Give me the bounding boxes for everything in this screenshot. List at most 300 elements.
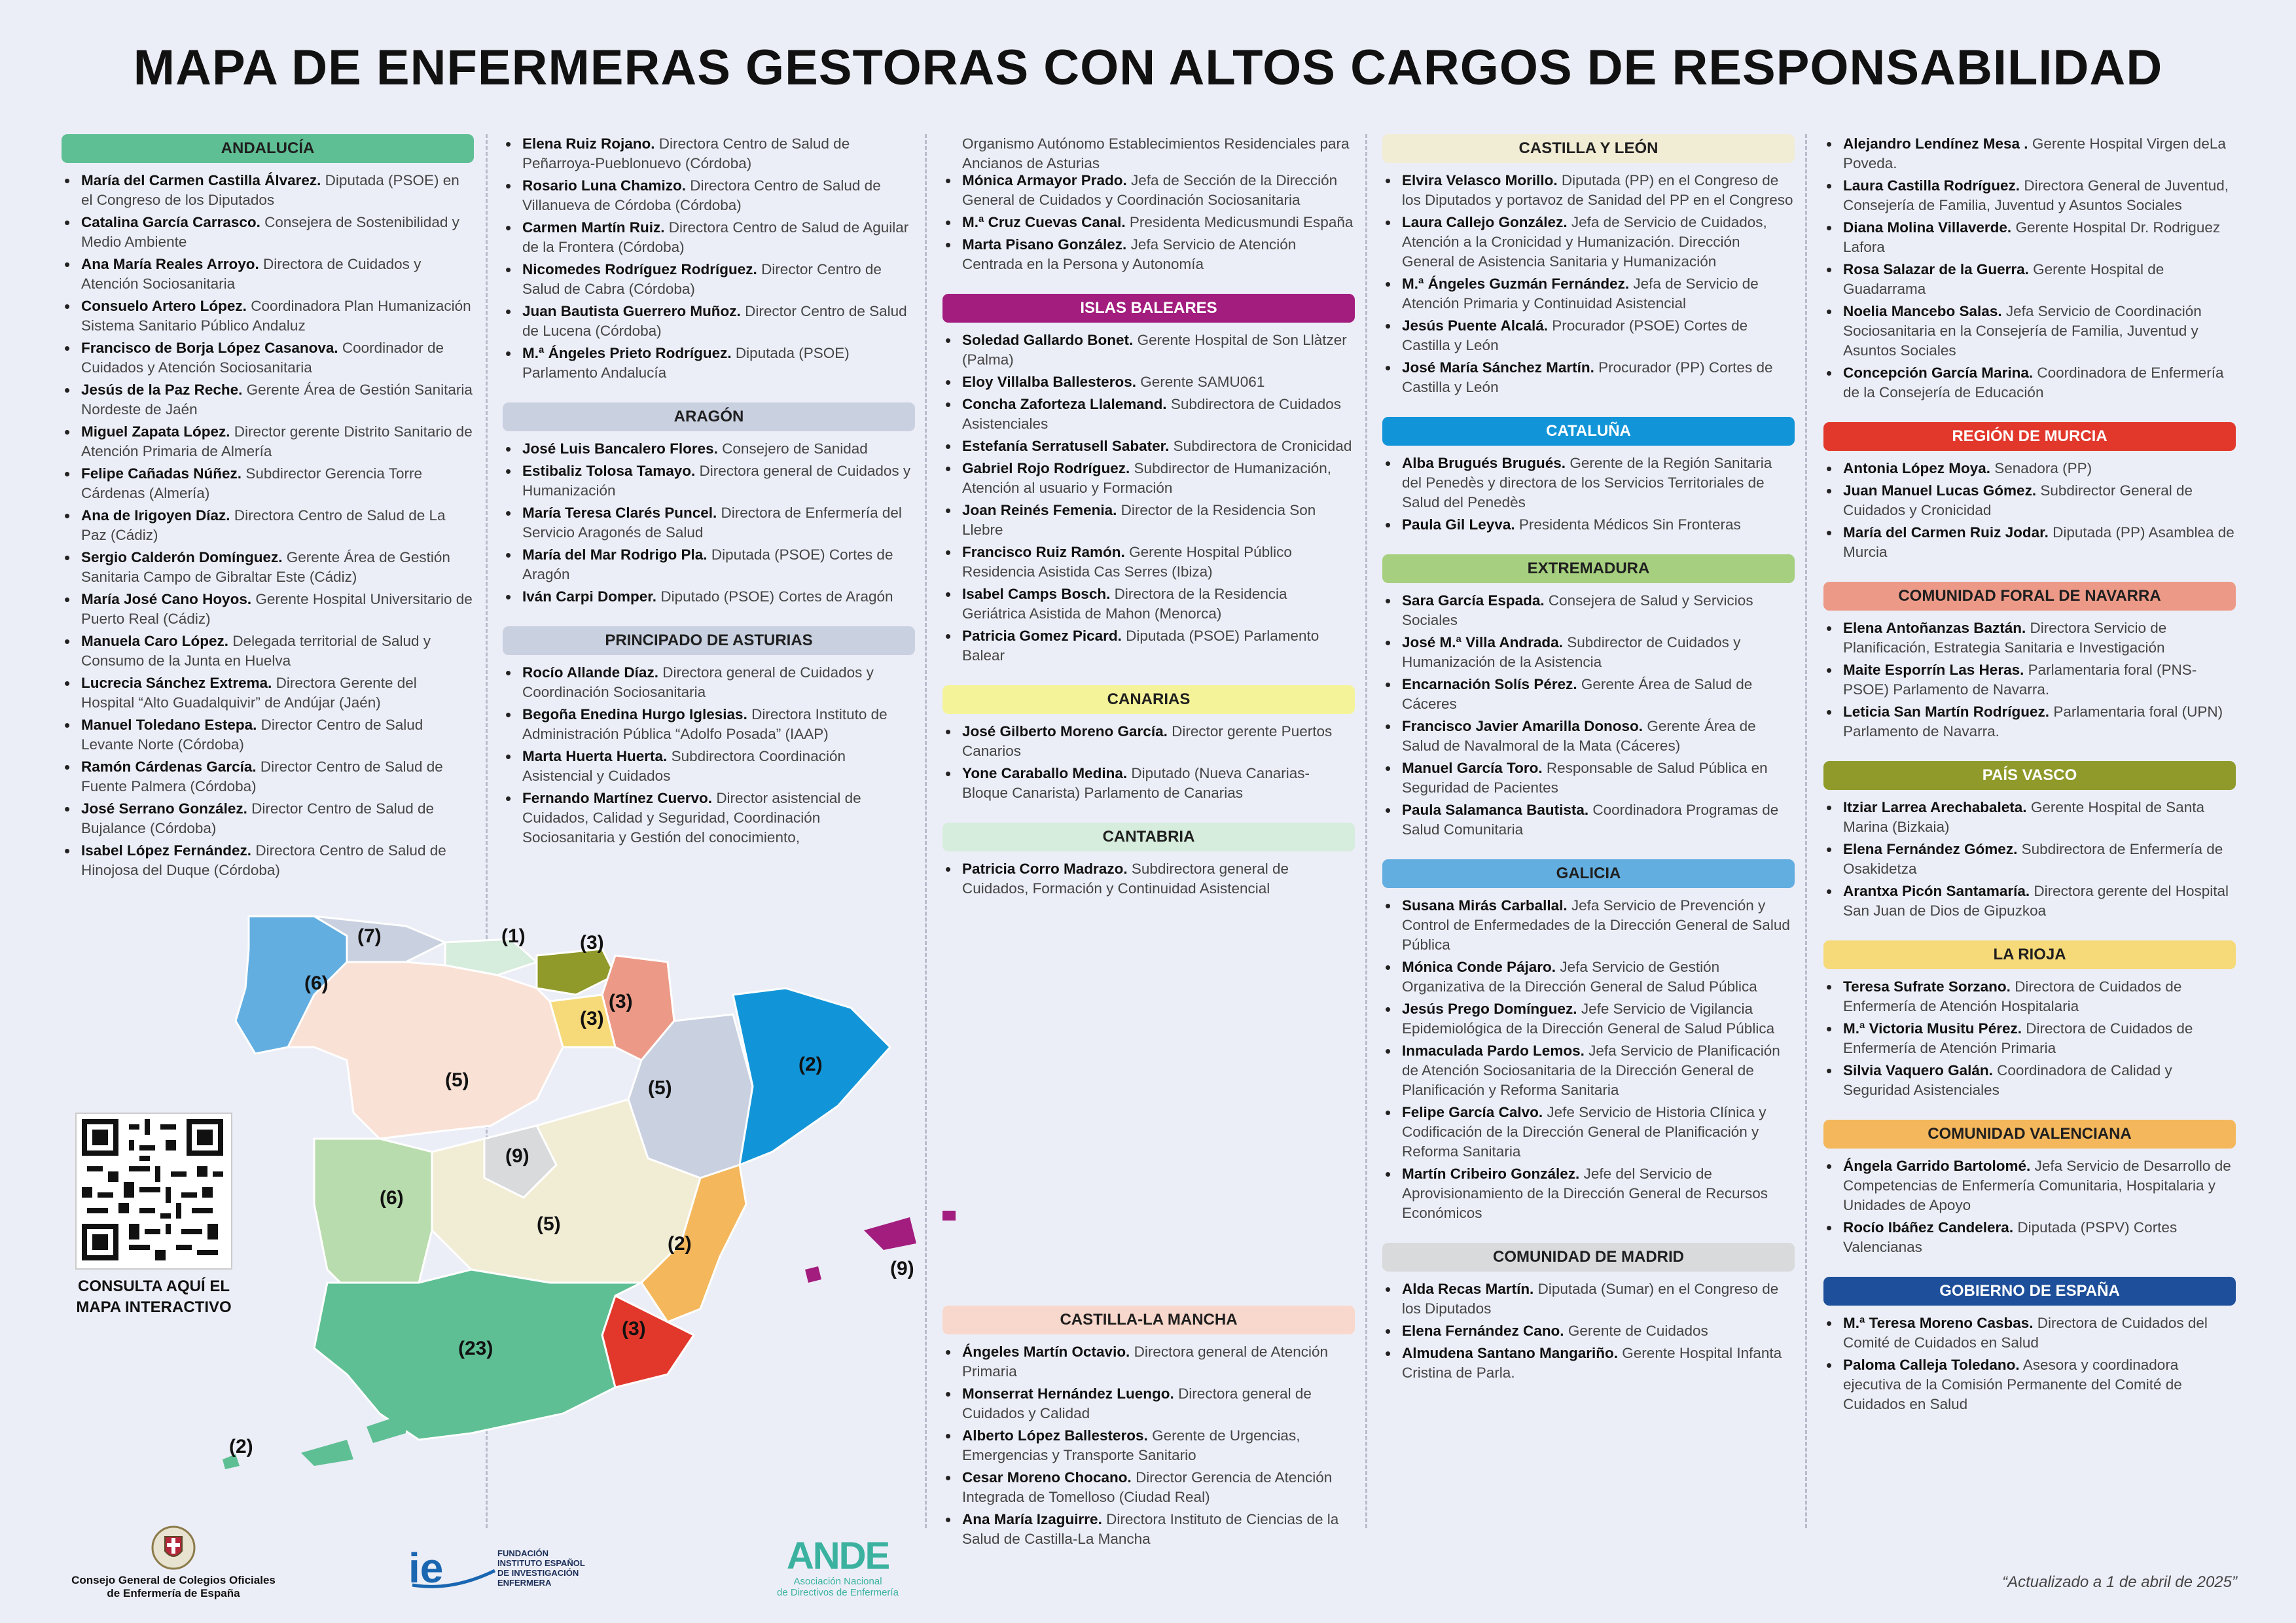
list-item — [62, 673, 474, 713]
person-name: Itziar Larrea Arechabaleta. — [1843, 799, 2027, 815]
person-name: Estefanía Serratusell Sabater. — [962, 438, 1170, 454]
list-item — [1823, 702, 2236, 741]
list-item — [62, 464, 474, 503]
person-name: José M.ª Villa Andrada. — [1402, 634, 1563, 651]
list-item — [1382, 274, 1795, 313]
person-role: Diputado (Nueva Canarias-Bloque Canarista) Parlamento de Canarias — [962, 765, 1310, 801]
list-item — [1823, 134, 2236, 173]
list-item — [1823, 218, 2236, 257]
person-name: Concepción García Marina. — [1843, 365, 2034, 381]
person-role: Directora Centro de Salud de Aguilar de la Frontera (Córdoba) — [522, 219, 909, 255]
map-count-rioja: (3) — [580, 1008, 604, 1029]
ande-text-2: de Directivos de Enfermería — [777, 1587, 899, 1598]
person-role: Directora Centro de Salud de Peñarroya-Pueblonuevo (Córdoba) — [522, 135, 850, 171]
region-header-valenciana: COMUNIDAD VALENCIANA — [1823, 1120, 2236, 1149]
people-list-gobierno — [1823, 1313, 2236, 1414]
list-item — [503, 587, 915, 607]
person-role: Gerente Área de Salud de Navalmoral de la Mata (Cáceres) — [1402, 718, 1756, 754]
list-item — [503, 134, 915, 173]
person-role: Directora de Cuidados de Enfermería de Atención Hospitalaria — [1843, 978, 2182, 1014]
person-name: Maite Esporrín Las Heras. — [1843, 662, 2024, 678]
region-header-cantabria: CANTABRIA — [942, 823, 1355, 851]
list-item — [1382, 758, 1795, 798]
person-role: Gerente Área de Salud de Cáceres — [1402, 676, 1753, 712]
people-list-baleares — [942, 330, 1355, 666]
person-name: Elena Antoñanzas Baztán. — [1843, 620, 2026, 636]
person-name: Alejandro Lendínez Mesa . — [1843, 135, 2028, 152]
person-name: Isabel López Fernández. — [81, 842, 252, 859]
person-role: Director Centro de Salud de Lucena (Córdoba) — [522, 303, 907, 339]
ande-logo — [772, 1537, 903, 1598]
update-footnote: “Actualizado a 1 de abril de 2025” — [2002, 1573, 2237, 1591]
region-header-canarias: CANARIAS — [942, 685, 1355, 714]
person-role: Directora de Enfermería del Servicio Aragonés de Salud — [522, 505, 902, 541]
person-role: Procurador (PSOE) Cortes de Castilla y León — [1402, 317, 1748, 353]
person-name: Ana María Izaguirre. — [962, 1511, 1102, 1527]
person-role: Gerente Hospital Dr. Rodriguez Lafora — [1843, 219, 2221, 255]
list-item — [942, 1510, 1355, 1549]
person-role: Directora Centro de Salud de Villanueva de Córdoba (Córdoba) — [522, 177, 881, 213]
list-item — [503, 218, 915, 257]
person-name: Noelia Mancebo Salas. — [1843, 303, 2002, 319]
person-name: M.ª Ángeles Prieto Rodríguez. — [522, 345, 732, 361]
ie-logo-icon — [406, 1544, 497, 1590]
people-list-murcia — [1823, 459, 2236, 562]
person-role: Delegada territorial de Salud y Consumo de la Junta en Huelva — [81, 633, 431, 669]
person-role: Directora de la Residencia Geriátrica Asistida de Mahon (Menorca) — [962, 586, 1287, 622]
person-role: Director gerente Puertos Canarios — [962, 723, 1333, 759]
list-item — [1382, 675, 1795, 714]
list-item — [62, 590, 474, 629]
list-item — [62, 841, 474, 880]
person-name: Begoña Enedina Hurgo Iglesias. — [522, 706, 747, 722]
person-name: Catalina García Carrasco. — [81, 214, 260, 230]
list-item — [942, 584, 1355, 624]
list-item — [503, 176, 915, 215]
person-name: Ana de Irigoyen Díaz. — [81, 507, 230, 524]
person-role: Directora Servicio de Planificación, Estrategia Sanitaria e Investigación — [1843, 620, 2167, 656]
list-item — [62, 506, 474, 545]
person-role: Directora general de Cuidados y Humanización — [522, 463, 911, 499]
list-item — [942, 859, 1355, 899]
person-role: Subdirectora de Cronicidad — [1173, 438, 1352, 454]
person-role: Asesora y coordinadora ejecutiva de la Comisión Permanente del Comité de Cuidados en Salud — [1843, 1357, 2182, 1412]
person-name: Monserrat Hernández Luengo. — [962, 1385, 1174, 1402]
list-item — [1382, 1103, 1795, 1162]
person-role: Directora de Cuidados de Enfermería de Atención Primaria — [1843, 1020, 2193, 1056]
person-role: Gerente Hospital Universitario de Puerto Real (Cádiz) — [81, 591, 473, 627]
list-item — [62, 380, 474, 419]
person-name: Mónica Armayor Prado. — [962, 172, 1127, 188]
person-name: Diana Molina Villaverde. — [1843, 219, 2012, 236]
person-role: Director gerente Distrito Sanitario de Atención Primaria de Almería — [81, 423, 473, 459]
person-role: Director de la Residencia Son Llebre — [962, 502, 1316, 538]
person-role: Diputada (PP) Asamblea de Murcia — [1843, 524, 2234, 560]
person-role: Directora Instituto de Ciencias de la Salud de Castilla-La Mancha — [962, 1511, 1339, 1547]
people-list-pais-vasco — [1823, 798, 2236, 921]
region-header-asturias: PRINCIPADO DE ASTURIAS — [503, 626, 915, 655]
person-role: Gerente Hospital Infanta Cristina de Parla. — [1402, 1345, 1782, 1381]
people-list-cataluna — [1382, 454, 1795, 535]
person-role: Diputado (PSOE) Cortes de Aragón — [660, 588, 893, 605]
person-name: Ángela Garrido Bartolomé. — [1843, 1158, 2031, 1174]
person-name: Encarnación Solís Pérez. — [1402, 676, 1577, 692]
list-item — [942, 235, 1355, 274]
list-item — [1823, 1019, 2236, 1058]
list-item — [62, 632, 474, 671]
list-item — [1382, 213, 1795, 272]
person-name: Laura Callejo González. — [1402, 214, 1568, 230]
people-list-cantabria — [942, 859, 1355, 899]
person-name: Sara García Espada. — [1402, 592, 1545, 609]
list-item — [1823, 176, 2236, 215]
qr-code-icon[interactable] — [75, 1113, 232, 1270]
person-name: Alda Recas Martín. — [1402, 1281, 1534, 1297]
person-role: Director Centro de Salud de Fuente Palmera (Córdoba) — [81, 758, 443, 794]
person-role: Gerente Hospital Público Residencia Asistida Cas Serres (Ibiza) — [962, 544, 1292, 580]
list-item — [1823, 260, 2236, 299]
person-role: Directora general de Cuidados y Calidad — [962, 1385, 1312, 1421]
list-item — [1823, 363, 2236, 402]
person-name: Miguel Zapata López. — [81, 423, 230, 440]
region-header-aragon: ARAGÓN — [503, 402, 915, 431]
person-role: Jefa Servicio de Gestión Organizativa de la Dirección General de Salud Pública — [1402, 959, 1757, 995]
person-name: Rosa Salazar de la Guerra. — [1843, 261, 2029, 277]
person-role: Gerente Hospital de Santa Marina (Bizkaia) — [1843, 799, 2204, 835]
person-name: Manuela Caro López. — [81, 633, 229, 649]
person-role: Procurador (PP) Cortes de Castilla y León — [1402, 359, 1773, 395]
person-role: Director Gerencia de Atención Integrada de Tomelloso (Ciudad Real) — [962, 1469, 1333, 1505]
region-header-madrid: COMUNIDAD DE MADRID — [1382, 1243, 1795, 1272]
list-item — [942, 372, 1355, 392]
column-4 — [1382, 134, 1795, 1402]
people-list-madrid — [1382, 1279, 1795, 1383]
region-header-pais-vasco: PAÍS VASCO — [1823, 761, 2236, 790]
person-role: Coordinadora Programas de Salud Comunitaria — [1402, 802, 1779, 838]
person-role: Diputada (Sumar) en el Congreso de los Diputados — [1402, 1281, 1779, 1317]
person-role: Parlamentaria foral (UPN) Parlamento de Navarra. — [1843, 704, 2223, 740]
consejo-logo — [65, 1525, 281, 1600]
list-item — [1823, 302, 2236, 361]
person-role: Coordinadora de Enfermería de la Consejería de Educación — [1843, 365, 2224, 401]
list-item — [1382, 1041, 1795, 1100]
region-header-cyl: CASTILLA Y LEÓN — [1382, 134, 1795, 163]
list-item — [1823, 1061, 2236, 1100]
person-role: Subdirector Gerencia Torre Cárdenas (Almería) — [81, 465, 423, 501]
person-role: Director Centro de Salud de Cabra (Córdoba) — [522, 261, 882, 297]
list-item — [1823, 481, 2236, 520]
person-name: Eloy Villalba Ballesteros. — [962, 374, 1136, 390]
people-list-cyl — [1382, 171, 1795, 397]
list-item — [1382, 1321, 1795, 1341]
list-item — [942, 1426, 1355, 1465]
person-role: Directora de Cuidados del Comité de Cuidados en Salud — [1843, 1315, 2208, 1351]
list-item — [503, 344, 915, 383]
map-count-cataluna: (2) — [798, 1054, 823, 1075]
fundacion-text-3: DE INVESTIGACIÓN — [497, 1568, 579, 1578]
person-name: Carmen Martín Ruiz. — [522, 219, 665, 236]
person-role: Director Centro de Salud de Bujalance (Córdoba) — [81, 800, 435, 836]
person-role: Jefa de Servicio de Cuidados, Atención a la Cronicidad y Humanización. Dirección General de Asistencia Sanitaria y Humanización — [1402, 214, 1767, 270]
list-item — [1382, 454, 1795, 512]
person-role: Directora gerente del Hospital San Juan de Dios de Gipuzkoa — [1843, 883, 2229, 919]
person-name: Elvira Velasco Morillo. — [1402, 172, 1558, 188]
list-item — [1382, 515, 1795, 535]
person-name: Elena Fernández Gómez. — [1843, 841, 2018, 857]
column-3-bottom — [942, 1306, 1355, 1569]
person-name: Consuelo Artero López. — [81, 298, 247, 314]
person-name: Leticia San Martín Rodríguez. — [1843, 704, 2050, 720]
list-item — [942, 213, 1355, 232]
list-item — [1382, 1279, 1795, 1319]
list-item — [1823, 459, 2236, 478]
person-name: Patricia Corro Madrazo. — [962, 861, 1128, 877]
column-3 — [942, 134, 1355, 918]
person-name: Elena Ruiz Rojano. — [522, 135, 655, 152]
list-item — [1382, 1344, 1795, 1383]
person-role: Gerente Hospital de Guadarrama — [1843, 261, 2164, 297]
person-name: Ángeles Martín Octavio. — [962, 1344, 1130, 1360]
column-divider — [1805, 134, 1807, 1528]
list-item — [1823, 1313, 2236, 1353]
map-region-extremadura — [314, 1139, 432, 1296]
people-list-extremadura — [1382, 591, 1795, 840]
person-name: María del Mar Rodrigo Pla. — [522, 546, 708, 563]
person-name: M.ª Teresa Moreno Casbas. — [1843, 1315, 2034, 1331]
person-role: Directora General de Juventud, Consejería de Familia, Juventud y Asuntos Sociales — [1843, 177, 2229, 213]
fundacion-text-1: FUNDACIÓN — [497, 1548, 548, 1558]
person-name: Antonia López Moya. — [1843, 460, 1990, 476]
person-name: Jesús Prego Domínguez. — [1402, 1001, 1577, 1017]
person-role: Subdirectora de Enfermería de Osakidetza — [1843, 841, 2223, 877]
person-name: Soledad Gallardo Bonet. — [962, 332, 1134, 348]
fundacion-logo — [406, 1544, 615, 1590]
map-count-madrid: (9) — [505, 1145, 529, 1167]
list-item — [942, 1342, 1355, 1382]
map-region-baleares-ibiza — [805, 1266, 821, 1283]
person-role: Jefa Servicio de Prevención y Control de Enfermedades de la Dirección General de Salud Pública — [1402, 897, 1790, 953]
person-role: Jefa Servicio de Coordinación Sociosanitaria en la Consejería de Familia, Juventud y Asuntos Sociales — [1843, 303, 2202, 359]
list-item — [942, 1468, 1355, 1507]
list-item — [503, 747, 915, 786]
person-role: Directora general de Cuidados y Coordinación Sociosanitaria — [522, 664, 874, 700]
list-item — [62, 255, 474, 294]
person-role: Diputada (PSOE) Cortes de Aragón — [522, 546, 893, 582]
list-item — [1823, 618, 2236, 658]
people-list-canarias — [942, 722, 1355, 803]
person-role: Coordinadora Plan Humanización Sistema Sanitario Público Andaluz — [81, 298, 471, 334]
consejo-logo-text-2: de Enfermería de España — [107, 1587, 240, 1599]
list-item — [503, 503, 915, 543]
map-count-valenciana: (2) — [668, 1233, 692, 1255]
person-role: Presidenta Médicos Sin Fronteras — [1518, 516, 1741, 533]
list-item — [1823, 1355, 2236, 1414]
person-name: Sergio Calderón Domínguez. — [81, 549, 283, 565]
list-item — [62, 213, 474, 252]
person-name: Isabel Camps Bosch. — [962, 586, 1111, 602]
list-item — [942, 437, 1355, 456]
region-header-clm: CASTILLA-LA MANCHA — [942, 1306, 1355, 1334]
person-name: Manuel Toledano Estepa. — [81, 717, 257, 733]
shield-icon — [151, 1525, 196, 1571]
map-count-andalucia: (23) — [458, 1338, 493, 1359]
person-role: Consejero de Sanidad — [722, 440, 868, 457]
person-role: Gerente Hospital Virgen deLa Poveda. — [1843, 135, 2226, 171]
person-name: Marta Huerta Huerta. — [522, 748, 668, 764]
person-role: Jefe Servicio de Historia Clínica y Codificación de la Dirección General de Planificación y Reforma Sanitaria — [1402, 1104, 1767, 1160]
map-count-pais-vasco: (3) — [580, 932, 604, 954]
people-list-navarra — [1823, 618, 2236, 741]
person-role: Directora de Cuidados y Atención Sociosanitaria — [81, 256, 422, 292]
consejo-logo-text-1: Consejo General de Colegios Oficiales — [71, 1574, 276, 1586]
list-item — [942, 764, 1355, 803]
person-name: Fernando Martínez Cuervo. — [522, 790, 713, 806]
qr-label-line-2: MAPA INTERACTIVO — [76, 1298, 232, 1316]
person-name: José María Sánchez Martín. — [1402, 359, 1594, 376]
map-count-castilla-leon: (5) — [445, 1069, 469, 1091]
person-name: José Serrano González. — [81, 800, 247, 817]
map-region-castilla-leon — [288, 962, 563, 1139]
list-item — [1382, 316, 1795, 355]
person-name: Ramón Cárdenas García. — [81, 758, 257, 775]
person-role: Responsable de Salud Pública en Seguridad de Pacientes — [1402, 760, 1768, 796]
person-name: Alba Brugués Brugués. — [1402, 455, 1566, 471]
person-role: Subdirectora de Cuidados Asistenciales — [962, 396, 1341, 432]
person-name: Paloma Calleja Toledano. — [1843, 1357, 2020, 1373]
person-name: Mónica Conde Pájaro. — [1402, 959, 1556, 975]
map-region-canarias — [301, 1440, 353, 1466]
column-1 — [62, 134, 474, 900]
person-name: María del Carmen Ruiz Jodar. — [1843, 524, 2049, 541]
person-role: Jefa Servicio de Desarrollo de Competencias de Enfermería Comunitaria, Hospitalaria y Unidades de Apoyo — [1843, 1158, 2231, 1213]
person-role: Jefe del Servicio de Aprovisionamiento de la Dirección General de Recursos Económicos — [1402, 1166, 1768, 1221]
person-name: Elena Fernández Cano. — [1402, 1323, 1564, 1339]
person-role: Directora Centro de Salud de La Paz (Cádiz) — [81, 507, 446, 543]
person-role: Diputada (PSPV) Cortes Valencianas — [1843, 1219, 2178, 1255]
person-name: Felipe Cañadas Núñez. — [81, 465, 242, 482]
person-name: Rosario Luna Chamizo. — [522, 177, 687, 194]
person-role: Jefa Servicio de Planificación de Atención Sociosanitaria de la Dirección General de Planificación y Reforma Sanitaria — [1402, 1043, 1780, 1098]
person-name: Rocío Allande Díaz. — [522, 664, 658, 681]
person-name: Silvia Vaquero Galán. — [1843, 1062, 1993, 1079]
person-role: Gerente Área de Gestión Sanitaria Campo de Gibraltar Este (Cádiz) — [81, 549, 450, 585]
list-item — [503, 260, 915, 299]
list-item — [503, 705, 915, 744]
person-role: Senadora (PP) — [1994, 460, 2092, 476]
person-name: Estibaliz Tolosa Tamayo. — [522, 463, 696, 479]
people-list-asturias-cont2 — [942, 171, 1355, 274]
ande-text-1: Asociación Nacional — [793, 1576, 882, 1587]
person-name: Francisco de Borja López Casanova. — [81, 340, 338, 356]
person-name: M.ª Cruz Cuevas Canal. — [962, 214, 1126, 230]
svg-text:ie: ie — [408, 1544, 444, 1590]
people-list-andalucia-cont — [503, 134, 915, 383]
person-name: Marta Pisano González. — [962, 236, 1127, 253]
list-item — [62, 422, 474, 461]
person-role: Directora Instituto de Administración Pública “Adolfo Posada” (IAAP) — [522, 706, 888, 742]
list-item — [942, 171, 1355, 210]
list-item — [62, 296, 474, 336]
list-item — [503, 789, 915, 847]
person-name: Juan Manuel Lucas Gómez. — [1843, 482, 2037, 499]
person-role: Directora Centro de Salud de Hinojosa del Duque (Córdoba) — [81, 842, 446, 878]
person-name: Patricia Gomez Picard. — [962, 628, 1122, 644]
person-name: Lucrecia Sánchez Extrema. — [81, 675, 272, 691]
list-item — [1382, 1164, 1795, 1223]
people-list-asturias-cont — [942, 134, 1355, 173]
region-header-galicia: GALICIA — [1382, 859, 1795, 888]
person-name: Francisco Ruiz Ramón. — [962, 544, 1125, 560]
person-role: Subdirectora Coordinación Asistencial y Cuidados — [522, 748, 846, 784]
list-item — [62, 757, 474, 796]
map-count-cantabria: (1) — [501, 925, 526, 947]
list-item — [942, 501, 1355, 540]
region-header-rioja: LA RIOJA — [1823, 940, 2236, 969]
column-5 — [1823, 134, 2236, 1434]
map-count-extremadura: (6) — [380, 1187, 404, 1209]
person-name: Paula Gil Leyva. — [1402, 516, 1515, 533]
list-item — [62, 548, 474, 587]
person-name: Almudena Santano Mangariño. — [1402, 1345, 1619, 1361]
map-count-canarias: (2) — [229, 1436, 253, 1457]
list-item — [1382, 957, 1795, 997]
person-name: Arantxa Picón Santamaría. — [1843, 883, 2030, 899]
list-item — [1823, 1218, 2236, 1257]
person-name: Inmaculada Pardo Lemos. — [1402, 1043, 1585, 1059]
person-role: Gerente Hospital de Son Llàtzer (Palma) — [962, 332, 1347, 368]
person-name: Teresa Sufrate Sorzano. — [1843, 978, 2011, 995]
list-item — [1382, 717, 1795, 756]
person-name: Paula Salamanca Bautista. — [1402, 802, 1589, 818]
person-name: María del Carmen Castilla Álvarez. — [81, 172, 321, 188]
person-role: Coordinadora de Calidad y Seguridad Asistenciales — [1843, 1062, 2172, 1098]
person-role: Subdirector de Cuidados y Humanización de la Asistencia — [1402, 634, 1741, 670]
person-name: M.ª Ángeles Guzmán Fernández. — [1402, 276, 1630, 292]
person-name: Joan Reinés Femenia. — [962, 502, 1117, 518]
person-role: Gerente Área de Gestión Sanitaria Nordeste de Jaén — [81, 382, 473, 418]
map-region-cataluna — [733, 988, 890, 1165]
person-name: Gabriel Rojo Rodríguez. — [962, 460, 1130, 476]
person-name: Susana Mirás Carballal. — [1402, 897, 1568, 914]
person-role: Directora general de Atención Primaria — [962, 1344, 1329, 1380]
map-count-clm: (5) — [537, 1213, 561, 1235]
people-list-andalucia — [62, 171, 474, 880]
qr-label[interactable] — [39, 1276, 268, 1318]
person-role: Parlamentaria foral (PNS-PSOE) Parlamento de Navarra. — [1843, 662, 2197, 698]
person-name: María Teresa Clarés Puncel. — [522, 505, 717, 521]
list-item — [1823, 977, 2236, 1016]
person-role: Directora Gerente del Hospital “Alto Guadalquivir” de Andújar (Jaén) — [81, 675, 417, 711]
person-role: Subdirectora general de Cuidados, Formación y Continuidad Asistencial — [962, 861, 1289, 897]
list-item — [1382, 358, 1795, 397]
list-item — [503, 663, 915, 702]
person-name: Manuel García Toro. — [1402, 760, 1543, 776]
list-item — [942, 1384, 1355, 1423]
region-header-baleares: ISLAS BALEARES — [942, 294, 1355, 323]
list-item — [942, 395, 1355, 434]
people-list-madrid-cont — [1823, 134, 2236, 402]
list-item — [1382, 591, 1795, 630]
qr-label-line-1: CONSULTA AQUÍ EL — [78, 1277, 230, 1295]
list-item — [942, 722, 1355, 761]
person-name: Laura Castilla Rodríguez. — [1843, 177, 2020, 194]
person-name: Felipe García Calvo. — [1402, 1104, 1543, 1120]
list-item — [62, 715, 474, 755]
person-name: Nicomedes Rodríguez Rodríguez. — [522, 261, 757, 277]
map-count-asturias: (7) — [357, 925, 382, 947]
person-name: Yone Caraballo Medina. — [962, 765, 1128, 781]
person-name: Martín Cribeiro González. — [1402, 1166, 1580, 1182]
